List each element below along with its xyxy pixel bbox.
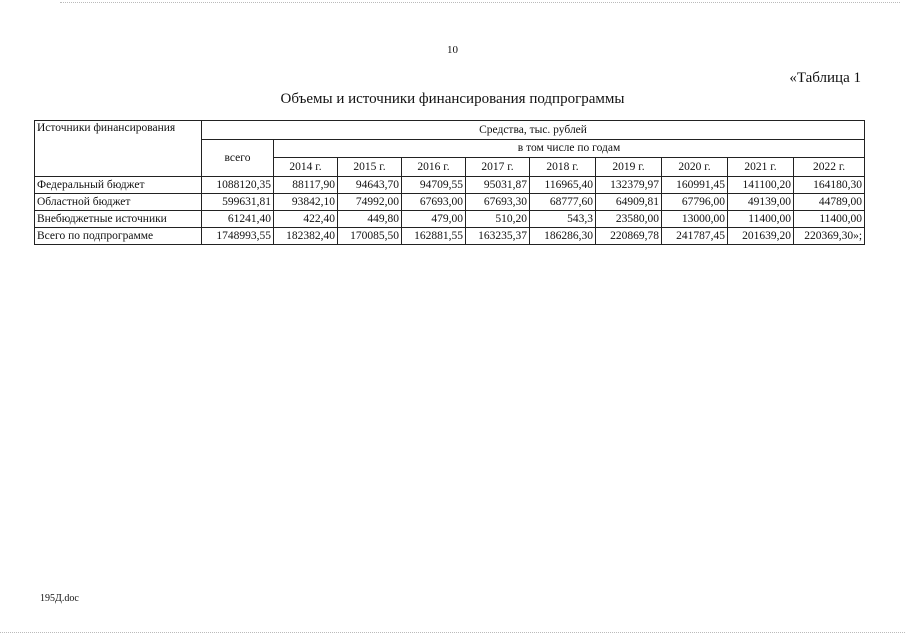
cell-value: 132379,97 [596, 177, 662, 194]
scan-edge-bottom [0, 632, 905, 633]
cell-value: 160991,45 [662, 177, 728, 194]
cell-value: 116965,40 [530, 177, 596, 194]
cell-value: 67693,00 [402, 194, 466, 211]
cell-value: 68777,60 [530, 194, 596, 211]
cell-value: 599631,81 [202, 194, 274, 211]
cell-value: 186286,30 [530, 228, 596, 245]
cell-value: 182382,40 [274, 228, 338, 245]
header-year: 2014 г. [274, 158, 338, 177]
cell-value: 479,00 [402, 211, 466, 228]
header-year: 2019 г. [596, 158, 662, 177]
cell-value: 241787,45 [662, 228, 728, 245]
header-funds: Средства, тыс. рублей [202, 121, 865, 140]
cell-value: 11400,00 [728, 211, 794, 228]
cell-value: 74992,00 [338, 194, 402, 211]
cell-value: 1748993,55 [202, 228, 274, 245]
cell-value: 220869,78 [596, 228, 662, 245]
table-row [35, 177, 865, 194]
cell-value: 201639,20 [728, 228, 794, 245]
cell-value: 94643,70 [338, 177, 402, 194]
cell-value: 422,40 [274, 211, 338, 228]
header-year: 2015 г. [338, 158, 402, 177]
cell-value: 88117,90 [274, 177, 338, 194]
cell-value: 162881,55 [402, 228, 466, 245]
table-title: Объемы и источники финансирования подпрограммы [280, 91, 625, 107]
cell-value: 164180,30 [794, 177, 865, 194]
cell-value: 23580,00 [596, 211, 662, 228]
cell-value: 11400,00 [794, 211, 865, 228]
row-source: Всего по подпрограмме [35, 228, 202, 245]
table-row [35, 194, 865, 211]
header-by-years: в том числе по годам [274, 140, 865, 158]
file-name-footer: 195Д.doc [40, 593, 79, 604]
row-source: Федеральный бюджет [35, 177, 202, 194]
header-year: 2018 г. [530, 158, 596, 177]
cell-value: 220369,30»; [794, 228, 865, 245]
page-number: 10 [447, 44, 458, 56]
header-total: всего [202, 140, 274, 177]
cell-value: 95031,87 [466, 177, 530, 194]
cell-value: 64909,81 [596, 194, 662, 211]
table-tag: «Таблица 1 [789, 70, 861, 86]
header-sources: Источники финансирования [35, 121, 202, 177]
scan-edge-top [60, 2, 900, 3]
row-source: Областной бюджет [35, 194, 202, 211]
row-source: Внебюджетные источники [35, 211, 202, 228]
header-year: 2020 г. [662, 158, 728, 177]
cell-value: 13000,00 [662, 211, 728, 228]
cell-value: 1088120,35 [202, 177, 274, 194]
header-year: 2021 г. [728, 158, 794, 177]
financing-table [34, 120, 865, 245]
cell-value: 510,20 [466, 211, 530, 228]
cell-value: 94709,55 [402, 177, 466, 194]
cell-value: 93842,10 [274, 194, 338, 211]
header-year: 2022 г. [794, 158, 865, 177]
cell-value: 67693,30 [466, 194, 530, 211]
table-row [35, 211, 865, 228]
cell-value: 449,80 [338, 211, 402, 228]
header-year: 2016 г. [402, 158, 466, 177]
cell-value: 170085,50 [338, 228, 402, 245]
header-year: 2017 г. [466, 158, 530, 177]
table-row [35, 228, 865, 245]
cell-value: 543,3 [530, 211, 596, 228]
cell-value: 49139,00 [728, 194, 794, 211]
cell-value: 61241,40 [202, 211, 274, 228]
cell-value: 163235,37 [466, 228, 530, 245]
cell-value: 44789,00 [794, 194, 865, 211]
cell-value: 141100,20 [728, 177, 794, 194]
cell-value: 67796,00 [662, 194, 728, 211]
